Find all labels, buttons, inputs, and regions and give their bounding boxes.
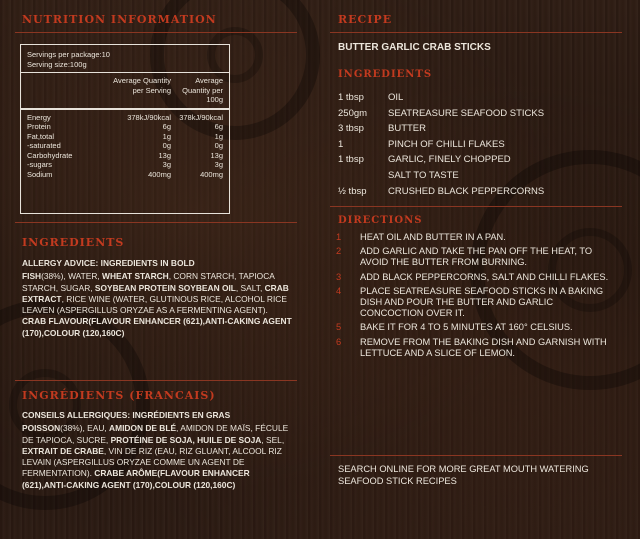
nutrition-per-100g: 378kJ/90kcal [179,112,223,122]
nutrition-label: -sugars [27,160,53,169]
nutrition-label: Fat,total [27,131,55,141]
directions-heading: DIRECTIONS [338,215,423,226]
nutrition-row [27,113,223,123]
ingredient-item: SEATREASURE SEAFOOD STICKS [388,107,545,119]
recipe-footer: SEARCH ONLINE FOR MORE GREAT MOUTH WATERING SEAFOOD STICK RECIPES [338,464,589,486]
step-text: ADD BLACK PEPPERCORNS, SALT AND CHILLI FLAKES. [360,271,609,282]
ingredient-item: SALT TO TASTE [388,169,459,181]
step-text: PLACE SEATREASURE SEAFOOD STICKS IN A BAKING DISH AND POUR THE BUTTER AND GARLIC CONCOCTION OVER IT. [360,285,604,319]
ingredient-item: GARLIC, FINELY CHOPPED [388,154,511,166]
recipe-title: BUTTER GARLIC CRAB STICKS [338,42,491,53]
nutrition-row [27,141,223,151]
nutrition-row [27,160,223,170]
nutrition-label: Sodium [27,169,53,179]
ingredients-fr-heading: INGRÉDIENTS (FRANCAIS) [22,389,216,402]
nutrition-per-100g: 1g [214,131,223,141]
divider [330,32,622,33]
direction-step [336,286,616,320]
nutrition-table [27,113,223,180]
nutrition-heading: NUTRITION INFORMATION [22,13,217,26]
ingredient-item: OIL [388,92,404,103]
nutrition-label: Carbohydrate [27,150,73,160]
nutrition-panel [20,44,230,214]
ingredient-item: BUTTER [388,123,426,135]
ingredients-body: FISH(38%), WATER, WHEAT STARCH, CORN STARCH, TAPIOCA STARCH, SUGAR, SOYBEAN PROTEIN SOYBEAN OIL, SALT, CRAB EXTRACT, RICE WINE (WATER, GLUTINOUS RICE, ALCOHOL RICE LEAVEN (ASPERGILLUS ORYZAE AS A FERMENTING AGENT). CRAB FLAVOUR(FLAVOUR ENHANCER (621),ANTI-CAKING AGENT (170),COLOUR (120,160C) [22,271,292,338]
direction-step [336,322,616,333]
step-text: REMOVE FROM THE BAKING DISH AND GARNISH WITH LETTUCE AND A SLICE OF LEMON. [360,336,607,358]
nutrition-per-serving: 3g [162,160,171,169]
step-text: BAKE IT FOR 4 TO 5 MINUTES AT 160° CELSIUS. [360,322,573,333]
step-number: 5 [336,322,342,333]
col-per-serving: Average Quantity per Serving [113,76,171,95]
directions-list [336,232,616,362]
nutrition-label: Energy [27,112,51,122]
servings-per-package: Servings per package:10 [27,50,110,59]
ingredients-fr-body: POISSON(38%), EAU, AMIDON DE BLÉ, AMIDON DE MAÏS, FÉCULE DE TAPIOCA, SUCRE, PROTÉINE DE SOJA, HUILE DE SOJA, SEL, EXTRAIT DE CRABE, VIN DE RIZ (EAU, RIZ GLUANT, ALCOOL RIZ LEVAIN (ASPERGILLUS ORYZAE COMME UN AGENT DE FERMENTATION). CRABE ARÔME(FLAVOUR ENHANCER (621),ANTI-CAKING AGENT (170),COLOUR (120,160C) [22,423,289,490]
step-number: 3 [336,271,342,282]
nutrition-per-100g: 400mg [200,169,223,179]
recipe-ingredient-row [338,106,544,122]
divider [15,222,297,223]
recipe-ingredient-row [338,121,544,137]
recipe-ingredient-row [338,152,544,168]
direction-step [336,272,616,283]
nutrition-per-100g: 13g [210,150,223,160]
direction-step [336,337,616,359]
col-per-100g: Average Quantity per 100g [182,76,223,104]
divider [15,380,297,381]
nutrition-per-serving: 400mg [148,169,171,179]
recipe-heading: RECIPE [338,13,393,26]
nutrition-row [27,151,223,161]
serving-size: Serving size:100g [27,59,87,69]
nutrition-per-serving: 1g [162,131,171,141]
step-number: 2 [336,246,342,257]
ingredient-item: PINCH OF CHILLI FLAKES [388,138,505,150]
recipe-ingredient-row [338,137,544,153]
nutrition-per-serving: 6g [162,122,171,131]
recipe-ingredients-list [338,90,544,199]
nutrition-per-100g: 3g [214,160,223,169]
ingredient-qty: 250gm [338,107,368,119]
nutrition-row [27,132,223,142]
nutrition-row [27,170,223,180]
ingredient-item: CRUSHED BLACK PEPPERCORNS [388,185,545,197]
nutrition-per-100g: 0g [214,141,223,150]
divider [330,206,622,207]
nutrition-label: Protein [27,122,51,131]
direction-step [336,246,616,268]
allergy-advice-fr: CONSEILS ALLERGIQUES: INGRÉDIENTS EN GRAS [22,410,231,420]
step-number: 6 [336,336,342,347]
divider [15,32,297,33]
direction-step [336,232,616,243]
allergy-advice: ALLERGY ADVICE: INGREDIENTS IN BOLD [22,258,195,268]
nutrition-row [27,122,223,132]
ingredients-heading: INGREDIENTS [22,236,125,249]
ingredient-qty [338,168,388,184]
nutrition-per-100g: 6g [214,122,223,131]
recipe-ingredients-heading: INGREDIENTS [338,69,433,80]
recipe-ingredient-row [338,184,544,200]
divider [330,455,622,456]
recipe-ingredient-row [338,90,544,106]
ingredient-qty: 1 [338,138,344,150]
step-text: HEAT OIL AND BUTTER IN A PAN. [360,232,506,242]
ingredient-qty: 1 tbsp [338,154,364,166]
recipe-ingredient-row [338,168,544,184]
ingredient-qty: 3 tbsp [338,123,364,135]
step-text: ADD GARLIC AND TAKE THE PAN OFF THE HEAT, TO AVOID THE BUTTER FROM BURNING. [360,246,593,268]
step-number: 4 [336,285,342,296]
nutrition-label: -saturated [27,141,61,150]
nutrition-per-serving: 0g [162,141,171,150]
ingredient-qty: ½ tbsp [338,185,367,197]
ingredients-fr-text [22,410,292,491]
nutrition-per-serving: 378kJ/90kcal [127,112,171,122]
nutrition-per-serving: 13g [158,150,171,160]
ingredient-qty: 1 tbsp [338,92,364,103]
step-number: 1 [336,232,342,242]
ingredients-text [22,258,292,339]
nutrition-column-headers [27,76,223,105]
